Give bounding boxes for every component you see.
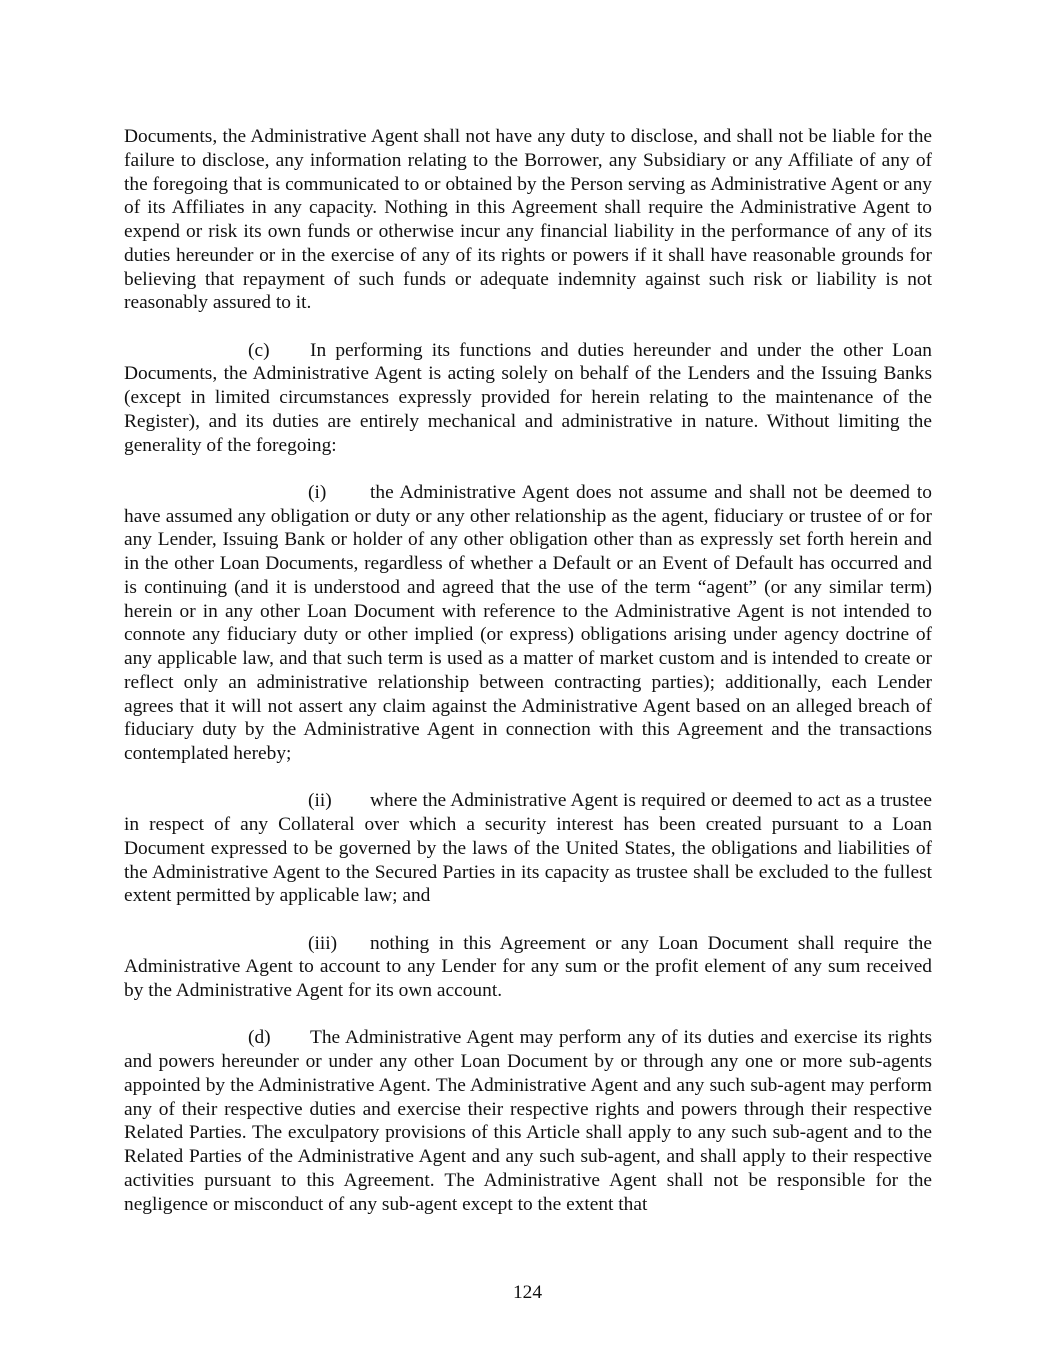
clause-label: (d) bbox=[248, 1027, 271, 1049]
clause-text: the Administrative Agent does not assume and shall not be deemed to have assumed any obligation or duty or any other relationship as the agent, fiduciary or trustee of or for any Lender, Issuing Bank or holder of any other obligation other than as expressly set forth herein and in the other Loan Documents, regardless of whether a Default or an Event of Default has occurred and is continuing (and it is understood and agreed that the use of the term “agent” (or any similar term) herein or in any other Loan Document with reference to the Administrative Agent is not intended to connote any fiduciary duty or other implied (or express) obligations arising under agency doctrine of any applicable law, and that such term is used as a matter of market custom and is intended to create or reflect only an administrative relationship between contracting parties); additionally, each Lender agrees that it will not assert any claim against the Administrative Agent based on an alleged breach of fiduciary duty by the Administrative Agent in connection with this Agreement and the transactions contemplated hereby; bbox=[124, 481, 932, 764]
document-body bbox=[124, 125, 932, 1216]
paragraph-c bbox=[124, 339, 932, 458]
paragraph-d bbox=[124, 1026, 932, 1216]
paragraph-continuation: Documents, the Administrative Agent shall not have any duty to disclose, and shall not be liable for the failure to disclose, any information relating to the Borrower, any Subsidiary or any Affiliate of any of the foregoing that is communicated to or obtained by the Person serving as Administrative Agent or any of its Affiliates in any capacity. Nothing in this Agreement shall require the Administrative Agent to expend or risk its own funds or otherwise incur any financial liability in the performance of any of its duties hereunder or in the exercise of any of its rights or powers if it shall have reasonable grounds for believing that repayment of such funds or adequate indemnity against such risk or liability is not reasonably assured to it. bbox=[124, 126, 932, 314]
clause-label: (i) bbox=[308, 481, 327, 503]
paragraph-c-i bbox=[124, 481, 932, 766]
clause-label: (ii) bbox=[308, 790, 332, 812]
clause-label: (iii) bbox=[308, 932, 338, 954]
clause-label: (c) bbox=[248, 339, 270, 361]
clause-text: where the Administrative Agent is required or deemed to act as a trustee in respect of any Collateral over which a security interest has been created pursuant to a Loan Document expressed to be governed by the laws of the United States, the obligations and liabilities of the Administrative Agent to the Secured Parties in its capacity as trustee shall be excluded to the fullest extent permitted by applicable law; and bbox=[124, 790, 932, 907]
page-number: 124 bbox=[512, 1282, 543, 1303]
clause-text: nothing in this Agreement or any Loan Document shall require the Administrative Agent to account to any Lender for any sum or the profit element of any sum received by the Administrative Agent for its own account. bbox=[124, 932, 932, 1001]
paragraph-c-ii bbox=[124, 789, 932, 908]
clause-text: In performing its functions and duties hereunder and under the other Loan Documents, the Administrative Agent is acting solely on behalf of the Lenders and the Issuing Banks (except in limited circumstances expressly provided for herein relating to the maintenance of the Register), and its duties are entirely mechanical and administrative in nature. Without limiting the generality of the foregoing: bbox=[124, 339, 932, 456]
clause-text: The Administrative Agent may perform any of its duties and exercise its rights and powers hereunder or under any other Loan Document by or through any one or more sub-agents appointed by the Administrative Agent. The Administrative Agent and any such sub-agent may perform any of their respective duties and exercise their respective rights and powers through their respective Related Parties. The exculpatory provisions of this Article shall apply to any such sub-agent and to the Related Parties of the Administrative Agent and any such sub-agent, and shall apply to their respective activities pursuant to this Agreement. The Administrative Agent shall not be responsible for the negligence or misconduct of any sub-agent except to the extent that bbox=[124, 1027, 932, 1215]
paragraph-c-iii bbox=[124, 932, 932, 1003]
